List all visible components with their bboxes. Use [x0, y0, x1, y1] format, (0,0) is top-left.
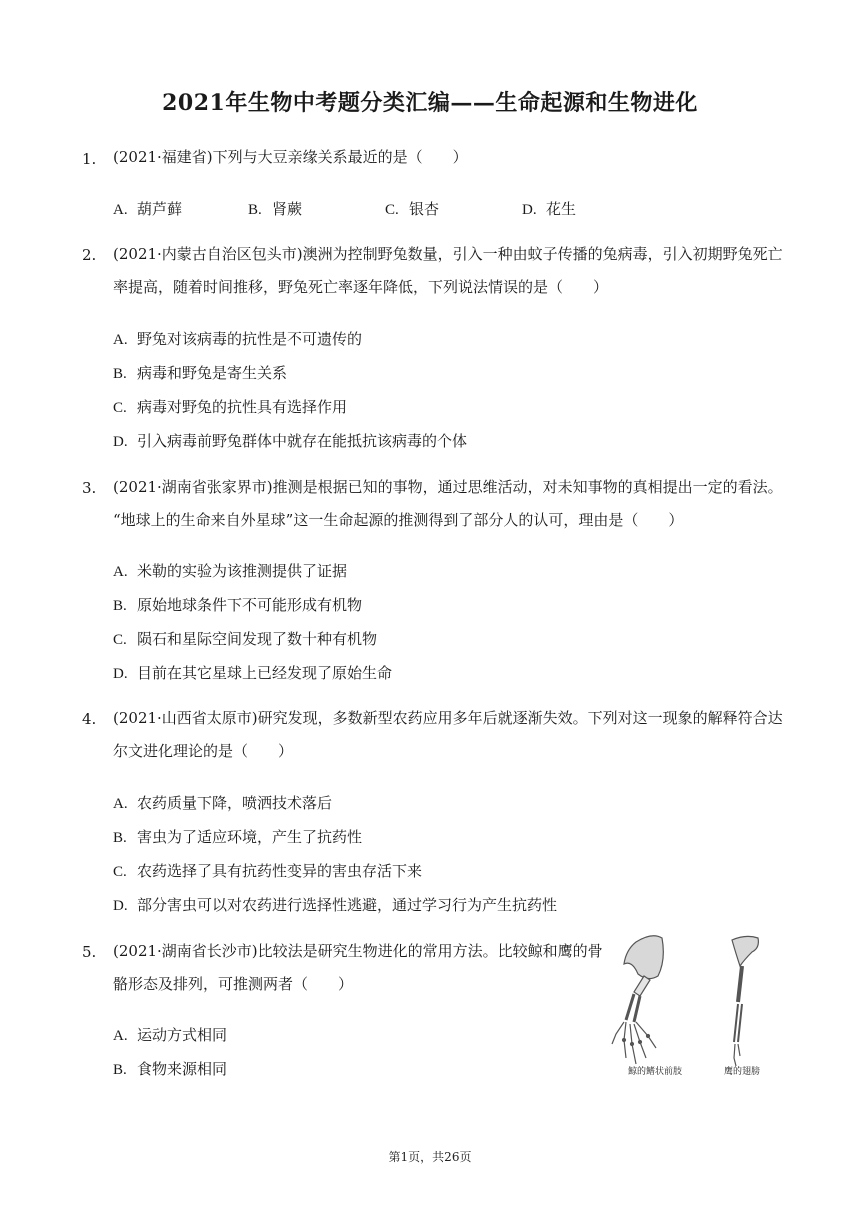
whale-flipper-skeleton — [612, 936, 663, 1064]
option-text: 农药质量下降，喷洒技术落后 — [137, 794, 333, 812]
option-letter: D. — [113, 434, 128, 450]
option-letter: D. — [113, 898, 128, 914]
question-number: 4. — [82, 710, 97, 728]
option-c[interactable] — [113, 628, 377, 649]
page-footer: 第1页，共26页 — [388, 1150, 472, 1164]
option-d[interactable] — [113, 894, 557, 915]
option-c[interactable] — [113, 396, 347, 417]
option-text: 部分害虫可以对农药进行选择性逃避，通过学习行为产生抗药性 — [137, 896, 558, 914]
question-stem — [113, 238, 783, 304]
option-text: 害虫为了适应环境，产生了抗药性 — [137, 828, 363, 846]
stem-line: (2021·福建省)下列与大豆亲缘关系最近的是（ ） — [113, 148, 468, 166]
option-letter: D. — [113, 666, 128, 682]
option-b[interactable] — [113, 826, 362, 847]
option-text: 原始地球条件下不可能形成有机物 — [137, 596, 363, 614]
option-letter: B. — [248, 202, 262, 218]
whale-caption: 鲸的鳍状前肢 — [628, 1067, 683, 1077]
question-number: 5. — [82, 943, 97, 961]
option-text: 病毒对野兔的抗性具有选择作用 — [137, 398, 348, 416]
question-number: 2. — [82, 246, 97, 264]
option-letter: B. — [113, 830, 127, 846]
option-letter: A. — [113, 1028, 128, 1044]
option-text: 银杏 — [409, 200, 440, 218]
stem-line: (2021·内蒙古自治区包头市)澳洲为控制野兔数量，引入一种由蚊子传播的兔病毒，引入初期野兔死亡 — [113, 245, 783, 263]
option-text: 运动方式相同 — [137, 1026, 228, 1044]
option-letter: C. — [113, 632, 127, 648]
option-text: 米勒的实验为该推测提供了证据 — [137, 562, 348, 580]
option-text: 食物来源相同 — [137, 1060, 228, 1078]
option-text: 目前在其它星球上已经发现了原始生命 — [137, 664, 393, 682]
question-stem — [113, 141, 468, 174]
page-title: 2021年生物中考题分类汇编——生命起源和生物进化 — [162, 90, 698, 116]
stem-line: (2021·湖南省长沙市)比较法是研究生物进化的常用方法。比较鲸和鹰的骨 — [113, 942, 603, 960]
stem-line: 骼形态及排列，可推测两者（ ） — [113, 975, 354, 993]
option-b[interactable] — [248, 198, 302, 219]
option-a[interactable] — [113, 198, 182, 219]
option-c[interactable] — [113, 860, 422, 881]
option-c[interactable] — [385, 198, 439, 219]
option-b[interactable] — [113, 362, 287, 383]
eagle-wing-skeleton — [732, 936, 758, 1066]
question-number: 3. — [82, 479, 97, 497]
stem-line: (2021·湖南省张家界市)推测是根据已知的事物，通过思维活动，对未知事物的真相提出一定的看法。 — [113, 478, 783, 496]
question-number: 1. — [82, 150, 97, 168]
option-a[interactable] — [113, 328, 362, 349]
option-text: 引入病毒前野兔群体中就存在能抵抗该病毒的个体 — [137, 432, 468, 450]
option-letter: C. — [113, 864, 127, 880]
option-letter: A. — [113, 796, 128, 812]
stem-line: 尔文进化理论的是（ ） — [113, 742, 294, 760]
skeleton-illustration — [604, 930, 784, 1080]
option-text: 花生 — [546, 200, 577, 218]
stem-line: (2021·山西省太原市)研究发现，多数新型农药应用多年后就逐渐失效。下列对这一现象的解释符合达 — [113, 709, 783, 727]
option-letter: A. — [113, 202, 128, 218]
skeleton-comparison-figure — [604, 930, 784, 1080]
option-letter: A. — [113, 332, 128, 348]
option-letter: D. — [522, 202, 537, 218]
option-a[interactable] — [113, 560, 347, 581]
option-d[interactable] — [113, 430, 467, 451]
question-stem — [113, 471, 783, 537]
option-text: 陨石和星际空间发现了数十种有机物 — [137, 630, 378, 648]
option-letter: B. — [113, 598, 127, 614]
option-letter: B. — [113, 366, 127, 382]
eagle-caption: 鹰的翅膀 — [724, 1067, 761, 1077]
option-text: 病毒和野兔是寄生关系 — [137, 364, 288, 382]
option-letter: B. — [113, 1062, 127, 1078]
option-b[interactable] — [113, 594, 362, 615]
question-stem — [113, 702, 783, 768]
option-a[interactable] — [113, 792, 332, 813]
option-letter: C. — [113, 400, 127, 416]
option-text: 葫芦藓 — [137, 200, 183, 218]
option-a[interactable] — [113, 1024, 227, 1045]
option-d[interactable] — [522, 198, 576, 219]
option-letter: A. — [113, 564, 128, 580]
option-text: 农药选择了具有抗药性变异的害虫存活下来 — [137, 862, 423, 880]
stem-line: 率提高，随着时间推移，野兔死亡率逐年降低，下列说法情误的是（ ） — [113, 278, 609, 296]
option-text: 肾蕨 — [272, 200, 303, 218]
option-text: 野兔对该病毒的抗性是不可遗传的 — [137, 330, 363, 348]
option-d[interactable] — [113, 662, 392, 683]
stem-line: “地球上的生命来自外星球”这一生命起源的推测得到了部分人的认可，理由是（ ） — [113, 511, 684, 529]
question-stem — [113, 935, 603, 1001]
option-b[interactable] — [113, 1058, 227, 1079]
option-letter: C. — [385, 202, 399, 218]
